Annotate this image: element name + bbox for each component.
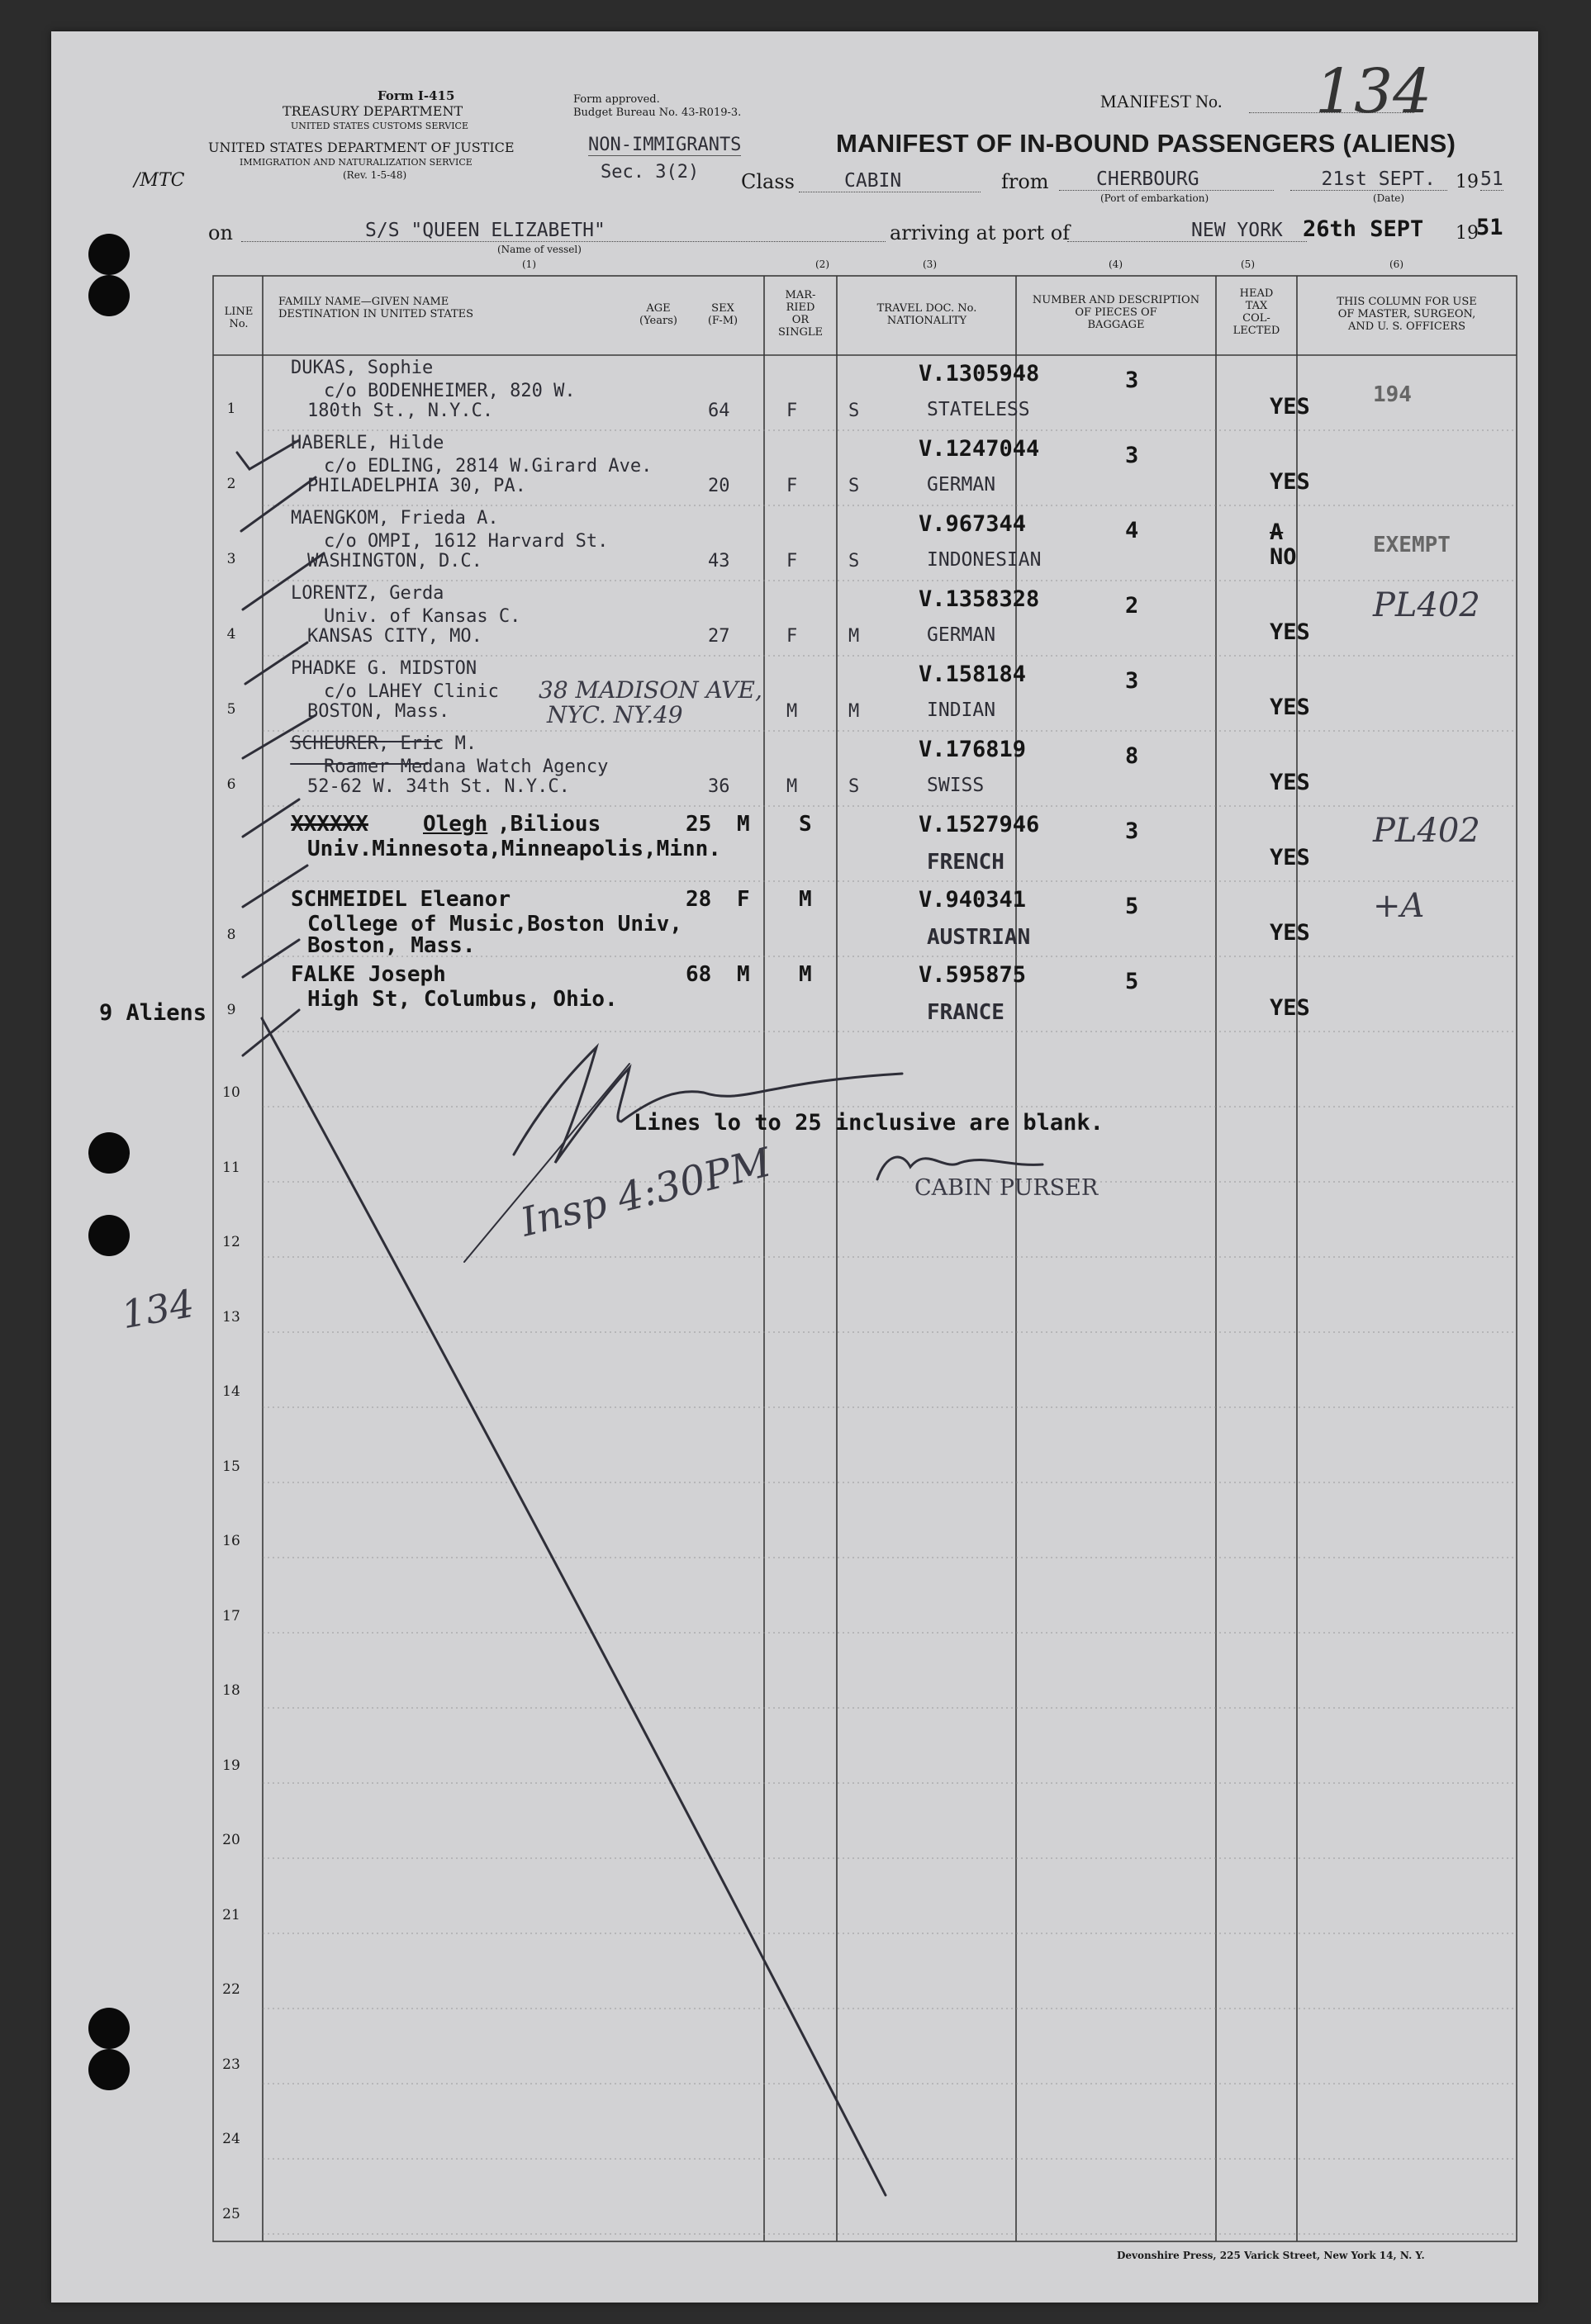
page-title: MANIFEST OF IN-BOUND PASSENGERS (ALIENS) (836, 129, 1456, 158)
line-number: 1 (226, 401, 236, 417)
marital-status: M (799, 962, 812, 987)
col-num-3: (3) (923, 258, 937, 270)
passenger-name: LORENTZ, Gerda (291, 583, 444, 604)
from-label: from (1001, 170, 1049, 193)
manifest-label: MANIFEST No. (1100, 91, 1223, 111)
baggage-count: 2 (1125, 593, 1139, 619)
destination-line-2: 180th St., N.Y.C. (307, 401, 494, 421)
age: 68 (686, 962, 712, 987)
destination-line-2: WASHINGTON, D.C. (307, 551, 482, 572)
col-header-name: FAMILY NAME—GIVEN NAME DESTINATION IN UNITED STATES (278, 296, 474, 320)
passenger-name: DUKAS, Sophie (291, 358, 434, 378)
age: 64 (708, 401, 730, 421)
sex: F (737, 887, 750, 912)
line-number: 4 (226, 626, 236, 643)
line-number: 15 (222, 1458, 240, 1475)
officer-note: PL402 (1373, 812, 1480, 850)
destination-line-1: c/o EDLING, 2814 W.Girard Ave. (324, 456, 653, 477)
punch-hole (88, 234, 130, 275)
baggage-count: 8 (1125, 743, 1139, 769)
baggage-count: 3 (1125, 368, 1139, 393)
class-label: Class (741, 170, 795, 193)
purser-title: CABIN PURSER (914, 1175, 1099, 1201)
destination-line-1: Roamer Medana Watch Agency (324, 756, 609, 777)
port-embark: CHERBOURG (1059, 168, 1274, 191)
destination-line-1: c/o LAHEY Clinic (324, 681, 499, 702)
arrival-year-prefix: 19 (1456, 223, 1479, 244)
sex: F (786, 476, 798, 496)
head-tax-note: A (1270, 519, 1284, 545)
travel-doc-number: V.967344 (919, 511, 1027, 537)
nationality: INDONESIAN (927, 549, 1042, 571)
punch-hole (88, 2049, 130, 2090)
arrival-port: NEW YORK (1067, 220, 1307, 242)
marital-status: S (799, 812, 812, 837)
baggage-count: 5 (1125, 969, 1139, 994)
line-number: 20 (222, 1832, 240, 1848)
punch-hole (88, 1132, 130, 1174)
travel-doc-number: V.1247044 (919, 436, 1040, 462)
marital-status: S (848, 776, 860, 797)
manifest-page (51, 31, 1538, 2303)
handwritten-address-1: 38 MADISON AVE, (539, 676, 762, 704)
col-header-baggage: NUMBER AND DESCRIPTION OF PIECES OF BAGGAGE (1032, 294, 1200, 331)
arriving-label: arriving at port of (890, 221, 1071, 244)
punch-hole (88, 1215, 130, 1256)
col-num-6: (6) (1389, 258, 1403, 270)
travel-doc-number: V.158184 (919, 662, 1027, 687)
officer-note: EXEMPT (1373, 533, 1451, 557)
line-number: 17 (222, 1607, 240, 1624)
aliens-count: 9 Aliens (99, 1000, 207, 1026)
head-tax-collected: YES (1270, 619, 1310, 645)
head-tax-collected: YES (1270, 394, 1310, 420)
printer-imprint: Devonshire Press, 225 Varick Street, New York 14, N. Y. (1117, 2250, 1425, 2261)
line-number: 8 (226, 927, 236, 943)
line-number: 19 (222, 1757, 240, 1774)
marital-status: M (848, 701, 860, 722)
destination-line-1: College of Music,Boston Univ, (307, 912, 682, 937)
inspection-time: Insp 4:30PM (515, 1139, 776, 1246)
head-tax-collected: YES (1270, 770, 1310, 795)
destination-line-1: c/o OMPI, 1612 Harvard St. (324, 531, 609, 552)
destination-line-2: 52-62 W. 34th St. N.Y.C. (307, 776, 570, 797)
marital-status: S (848, 401, 860, 421)
line-number: 12 (222, 1234, 240, 1250)
struck-surname: XXXXXX (291, 812, 368, 837)
form-approved: Form approved. (573, 93, 660, 106)
officer-note: +A (1373, 887, 1425, 925)
class-value: CABIN (799, 170, 981, 192)
passenger-name: HABERLE, Hilde (291, 433, 444, 453)
officer-note: 194 (1373, 382, 1412, 407)
travel-doc-number: V.1358328 (919, 586, 1040, 612)
baggage-count: 3 (1125, 668, 1139, 694)
age: 43 (708, 551, 730, 572)
officer-signature (514, 1047, 902, 1163)
col-header-age: AGE (Years) (639, 302, 677, 327)
departure-date: 21st SEPT. (1290, 168, 1447, 191)
baggage-count: 5 (1125, 894, 1139, 919)
nationality: SWISS (927, 775, 985, 796)
travel-doc-number: V.1305948 (919, 361, 1040, 387)
on-label: on (208, 221, 233, 244)
destination-line-2: PHILADELPHIA 30, PA. (307, 476, 526, 496)
age: 36 (708, 776, 730, 797)
age: 28 (686, 887, 712, 912)
age: 27 (708, 626, 730, 647)
punch-hole (88, 2008, 130, 2049)
marital-status: S (848, 476, 860, 496)
nationality: AUSTRIAN (927, 925, 1031, 950)
nationality: FRENCH (927, 850, 1004, 875)
sex: F (786, 551, 798, 572)
line-number: 5 (226, 701, 236, 718)
treasury-dept: TREASURY DEPARTMENT (283, 103, 463, 119)
manifest-number: 134 (1315, 56, 1432, 127)
status-field: NON-IMMIGRANTS (588, 135, 742, 155)
line-number: 11 (222, 1159, 240, 1176)
line-number: 2 (226, 476, 236, 492)
line-number: 3 (226, 551, 236, 567)
nationality: GERMAN (927, 474, 996, 496)
col-header-line: LINE No. (224, 306, 254, 330)
destination-line-1: Univ. of Kansas C. (324, 606, 521, 627)
passenger-name: SCHEURER, Eric M. (291, 733, 477, 754)
arrival-date: 26th SEPT (1303, 216, 1424, 242)
col-num-4: (4) (1109, 258, 1123, 270)
passenger-name: MAENGKOM, Frieda A. (291, 508, 499, 529)
passenger-name: SCHMEIDEL Eleanor (291, 887, 511, 912)
sex: F (786, 401, 798, 421)
officer-note: PL402 (1373, 586, 1480, 624)
col-header-head-tax: HEAD TAX COL- LECTED (1232, 287, 1280, 337)
travel-doc-number: V.1527946 (919, 812, 1040, 837)
budget-number: Budget Bureau No. 43-R019-3. (573, 107, 742, 119)
section-field: Sec. 3(2) (601, 162, 700, 183)
destination-line-2: Boston, Mass. (307, 933, 476, 958)
form-number: Form I-415 (378, 88, 455, 103)
year-prefix: 19 (1456, 172, 1479, 192)
sex: M (786, 701, 798, 722)
customs-service: UNITED STATES CUSTOMS SERVICE (291, 121, 468, 131)
sex: M (786, 776, 798, 797)
destination-line-1: High St, Columbus, Ohio. (307, 987, 618, 1012)
marital-status: S (848, 551, 860, 572)
vessel-caption: (Name of vessel) (497, 244, 582, 255)
col-num-1: (1) (522, 258, 536, 270)
col-header-married: MAR- RIED OR SINGLE (778, 289, 823, 339)
blank-lines-statement: Lines lo to 25 inclusive are blank. (634, 1110, 1104, 1136)
passenger-name: PHADKE G. MIDSTON (291, 658, 477, 679)
travel-doc-number: V.595875 (919, 962, 1027, 988)
nationality: GERMAN (927, 624, 996, 646)
marital-status: M (848, 626, 860, 647)
head-tax-collected: NO (1270, 544, 1297, 570)
line-number: 24 (222, 2131, 240, 2147)
table-grid (51, 31, 1538, 2303)
passenger-name: FALKE Joseph (291, 962, 446, 987)
line-number: 10 (222, 1084, 240, 1101)
baggage-count: 3 (1125, 443, 1139, 468)
line-number: 6 (226, 776, 236, 793)
nationality: FRANCE (927, 1000, 1004, 1025)
date-caption: (Date) (1373, 192, 1405, 204)
year-suffix: 51 (1480, 168, 1503, 190)
head-tax-collected: YES (1270, 995, 1310, 1021)
travel-doc-number: V.940341 (919, 887, 1027, 913)
line-number: 18 (222, 1682, 240, 1699)
line-number: 13 (222, 1308, 240, 1326)
line-number: 25 (222, 2205, 240, 2222)
col-header-travel-doc: TRAVEL DOC. No. NATIONALITY (876, 302, 977, 327)
handwriting-strokes (51, 31, 1538, 2303)
line-number: 22 (222, 1981, 240, 1998)
nationality: STATELESS (927, 399, 1030, 420)
destination-line-2: BOSTON, Mass. (307, 701, 450, 722)
passenger-name: Olegh (423, 812, 488, 837)
sex: F (786, 626, 798, 647)
line-number: 23 (222, 2056, 240, 2073)
head-tax-collected: YES (1270, 920, 1310, 946)
line-number: 14 (222, 1383, 240, 1400)
ins-service: IMMIGRATION AND NATURALIZATION SERVICE (240, 157, 473, 168)
age: 25 (686, 812, 712, 837)
arrival-year-suffix: 51 (1476, 215, 1503, 240)
vessel-name: S/S "QUEEN ELIZABETH" (241, 220, 886, 242)
head-tax-collected: YES (1270, 695, 1310, 720)
head-tax-collected: YES (1270, 469, 1310, 495)
baggage-count: 3 (1125, 818, 1139, 844)
revision: (Rev. 1-5-48) (343, 169, 407, 181)
port-embark-caption: (Port of embarkation) (1100, 192, 1209, 204)
baggage-count: 4 (1125, 518, 1139, 543)
line-number: 16 (222, 1533, 240, 1549)
margin-number: 134 (117, 1280, 197, 1338)
col-num-5: (5) (1241, 258, 1255, 270)
col-header-sex: SEX (F-M) (707, 302, 739, 327)
passenger-name-rest: ,Bilious (497, 812, 601, 837)
col-header-officers: THIS COLUMN FOR USE OF MASTER, SURGEON, AND U. S. OFFICERS (1337, 296, 1477, 333)
line-number: 9 (226, 1002, 236, 1018)
destination-line-1: Univ.Minnesota,Minneapolis,Minn. (307, 837, 721, 861)
sex: M (737, 812, 750, 837)
travel-doc-number: V.176819 (919, 737, 1027, 762)
col-num-2: (2) (815, 258, 829, 270)
destination-line-1: c/o BODENHEIMER, 820 W. (324, 381, 576, 401)
handwritten-address-2: NYC. NY.49 (547, 701, 683, 728)
justice-dept: UNITED STATES DEPARTMENT OF JUSTICE (208, 140, 515, 155)
age: 20 (708, 476, 730, 496)
punch-hole (88, 275, 130, 316)
destination-line-2: KANSAS CITY, MO. (307, 626, 482, 647)
line-number: 21 (222, 1906, 240, 1923)
nationality: INDIAN (927, 700, 996, 721)
head-tax-collected: YES (1270, 845, 1310, 870)
sex: M (737, 962, 750, 987)
margin-code: /MTC (134, 170, 185, 191)
marital-status: M (799, 887, 812, 912)
